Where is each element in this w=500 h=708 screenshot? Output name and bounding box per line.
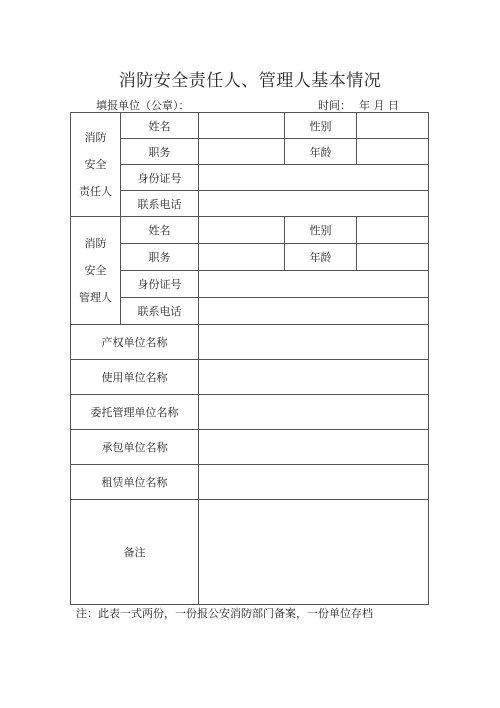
responsible-position-field[interactable] <box>199 139 285 165</box>
property-unit-field[interactable] <box>199 325 429 360</box>
entrusted-unit-label: 委托管理单位名称 <box>71 395 199 430</box>
responsible-age-label: 年龄 <box>285 139 357 165</box>
manager-phone-field[interactable] <box>199 298 429 325</box>
manager-id-label: 身份证号 <box>121 271 199 298</box>
info-form-table <box>70 112 429 605</box>
time-label: 时间： <box>318 99 351 112</box>
responsible-name-field[interactable] <box>199 113 285 139</box>
user-unit-label: 使用单位名称 <box>71 360 199 395</box>
responsible-name-label: 姓名 <box>121 113 199 139</box>
manager-age-field[interactable] <box>357 244 429 271</box>
responsible-phone-field[interactable] <box>199 191 429 217</box>
user-unit-row <box>71 360 429 395</box>
lessee-unit-row <box>71 465 429 500</box>
footnote: 注：此表一式两份，一份报公安消防部门备案，一份单位存档 <box>76 607 373 620</box>
responsible-gender-field[interactable] <box>357 113 429 139</box>
reporting-unit-label: 填报单位（公章）： <box>96 99 190 112</box>
manager-age-label: 年龄 <box>285 244 357 271</box>
responsible-gender-label: 性别 <box>285 113 357 139</box>
contractor-unit-label: 承包单位名称 <box>71 430 199 465</box>
lessee-unit-field[interactable] <box>199 465 429 500</box>
responsible-row-4 <box>71 191 429 217</box>
remarks-field[interactable] <box>199 500 429 605</box>
entrusted-unit-field[interactable] <box>199 395 429 430</box>
manager-gender-field[interactable] <box>357 217 429 244</box>
date-label: 年 月 日 <box>359 99 399 112</box>
responsible-id-label: 身份证号 <box>121 165 199 191</box>
form-title: 消防安全责任人、管理人基本情况 <box>118 71 382 91</box>
manager-phone-label: 联系电话 <box>121 298 199 325</box>
manager-group-label: 消防 安全 管理人 <box>71 217 121 325</box>
responsible-row-2 <box>71 139 429 165</box>
manager-row-3 <box>71 271 429 298</box>
manager-name-label: 姓名 <box>121 217 199 244</box>
date-line <box>318 97 399 113</box>
property-unit-label: 产权单位名称 <box>71 325 199 360</box>
lessee-unit-label: 租赁单位名称 <box>71 465 199 500</box>
remarks-label: 备注 <box>71 500 199 605</box>
user-unit-field[interactable] <box>199 360 429 395</box>
manager-name-field[interactable] <box>199 217 285 244</box>
contractor-unit-row <box>71 430 429 465</box>
manager-id-field[interactable] <box>199 271 429 298</box>
manager-row-2 <box>71 244 429 271</box>
manager-gender-label: 性别 <box>285 217 357 244</box>
manager-row-4 <box>71 298 429 325</box>
responsible-id-field[interactable] <box>199 165 429 191</box>
entrusted-unit-row <box>71 395 429 430</box>
responsible-row-1 <box>71 113 429 139</box>
manager-position-label: 职务 <box>121 244 199 271</box>
manager-position-field[interactable] <box>199 244 285 271</box>
responsible-position-label: 职务 <box>121 139 199 165</box>
responsible-phone-label: 联系电话 <box>121 191 199 217</box>
manager-row-1 <box>71 217 429 244</box>
property-unit-row <box>71 325 429 360</box>
responsible-group-label: 消防 安全 责任人 <box>71 113 121 217</box>
contractor-unit-field[interactable] <box>199 430 429 465</box>
remarks-row <box>71 500 429 605</box>
responsible-age-field[interactable] <box>357 139 429 165</box>
responsible-row-3 <box>71 165 429 191</box>
